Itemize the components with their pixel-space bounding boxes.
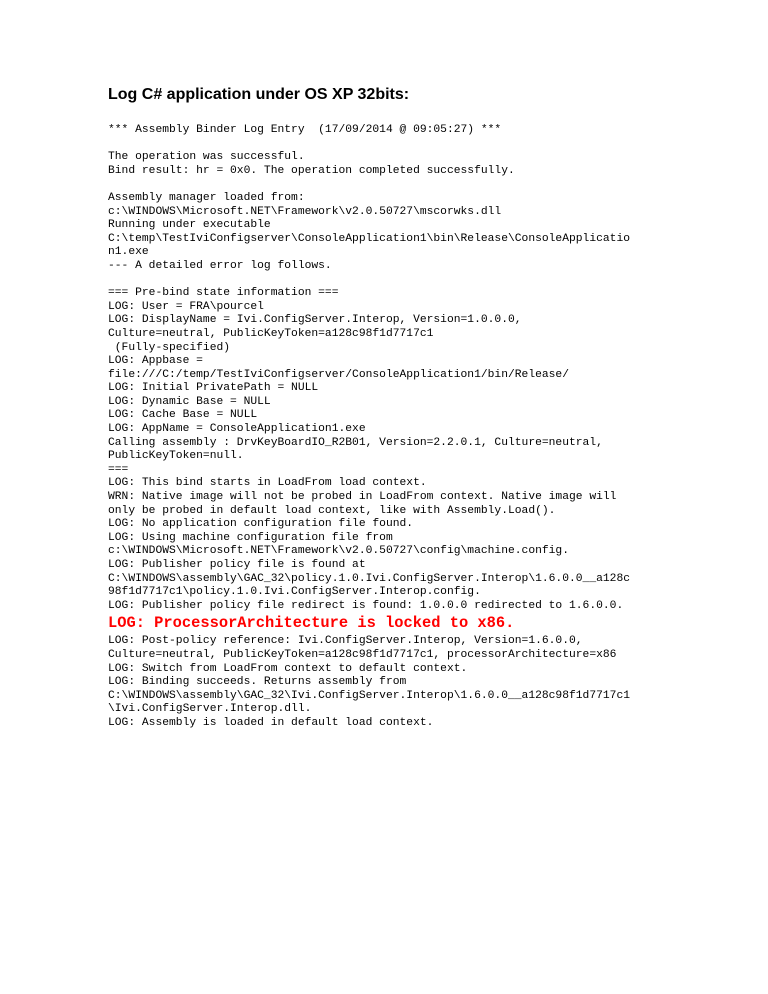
log-line: LOG: No application configuration file found. <box>108 518 414 531</box>
log-line: only be probed in default load context, like with Assembly.Load(). <box>108 504 556 517</box>
log-line <box>108 274 748 288</box>
log-line: LOG: Cache Base = NULL <box>108 409 258 422</box>
log-line: LOG: AppName = ConsoleApplication1.exe <box>108 423 366 436</box>
log-line: LOG: Publisher policy file is found at <box>108 559 366 571</box>
log-line: === Pre-bind state information === <box>108 287 339 300</box>
log-line: Calling assembly : DrvKeyBoardIO_R2B01, Version=2.2.0.1, Culture=neutral, <box>108 436 603 449</box>
log-line: Culture=neutral, PublicKeyToken=a128c98f1d7717c1 <box>108 327 434 340</box>
log-line: LOG: Publisher policy file redirect is found: 1.0.0.0 redirected to 1.6.0.0. <box>108 599 624 612</box>
log-line: 98f1d7717c1\policy.1.0.Ivi.ConfigServer.Interop.config. <box>108 586 481 599</box>
log-line: Culture=neutral, PublicKeyToken=a128c98f1d7717c1, processorArchitecture=x86 <box>108 648 617 661</box>
log-line: LOG: Using machine configuration file from <box>108 531 393 544</box>
log-line: WRN: Native image will not be probed in LoadFrom context. Native image will <box>108 491 617 504</box>
log-line: PublicKeyToken=null. <box>108 450 244 463</box>
log-line: *** Assembly Binder Log Entry (17/09/2014 @ 09:05:27) *** <box>108 124 502 136</box>
log-line: file:///C:/temp/TestIviConfigserver/ConsoleApplication1/bin/Release/ <box>108 368 569 381</box>
log-line: LOG: Post-policy reference: Ivi.ConfigServer.Interop, Version=1.6.0.0, <box>108 635 583 648</box>
log-line: n1.exe <box>108 246 149 259</box>
log-line: LOG: This bind starts in LoadFrom load context. <box>108 477 427 490</box>
log-line: LOG: User = FRA\pourcel <box>108 300 264 313</box>
log-line: LOG: Dynamic Base = NULL <box>108 395 271 408</box>
log-line: LOG: Initial PrivatePath = NULL <box>108 382 319 395</box>
log-line: Assembly manager loaded from: <box>108 191 305 204</box>
binder-log <box>108 124 748 731</box>
log-line: \Ivi.ConfigServer.Interop.dll. <box>108 703 312 716</box>
log-line: C:\WINDOWS\assembly\GAC_32\policy.1.0.Ivi.ConfigServer.Interop\1.6.0.0__a128c <box>108 572 631 585</box>
log-line: LOG: Switch from LoadFrom context to default context. <box>108 662 468 675</box>
log-line: C:\WINDOWS\assembly\GAC_32\Ivi.ConfigServer.Interop\1.6.0.0__a128c98f1d7717c1 <box>108 689 631 702</box>
log-line: --- A detailed error log follows. <box>108 259 332 272</box>
log-line: LOG: DisplayName = Ivi.ConfigServer.Interop, Version=1.0.0.0, <box>108 314 522 327</box>
log-line: c:\WINDOWS\Microsoft.NET\Framework\v2.0.50727\mscorwks.dll <box>108 205 502 218</box>
log-line <box>108 178 748 192</box>
log-line: LOG: Appbase = <box>108 355 203 368</box>
log-line: LOG: Assembly is loaded in default load context. <box>108 716 434 729</box>
log-line: Bind result: hr = 0x0. The operation completed successfully. <box>108 164 515 177</box>
log-line: c:\WINDOWS\Microsoft.NET\Framework\v2.0.50727\config\machine.config. <box>108 545 569 558</box>
log-line: C:\temp\TestIviConfigserver\ConsoleApplication1\bin\Release\ConsoleApplicatio <box>108 232 631 245</box>
log-line <box>108 138 748 152</box>
log-line: (Fully-specified) <box>108 341 231 354</box>
highlighted-log-line: LOG: ProcessorArchitecture is locked to x86. <box>108 614 515 633</box>
log-line: Running under executable <box>108 219 271 232</box>
log-line: LOG: Binding succeeds. Returns assembly from <box>108 676 407 689</box>
log-line: The operation was successful. <box>108 151 305 164</box>
log-line: === <box>108 463 129 476</box>
document-heading: Log C# application under OS XP 32bits: <box>108 86 410 103</box>
